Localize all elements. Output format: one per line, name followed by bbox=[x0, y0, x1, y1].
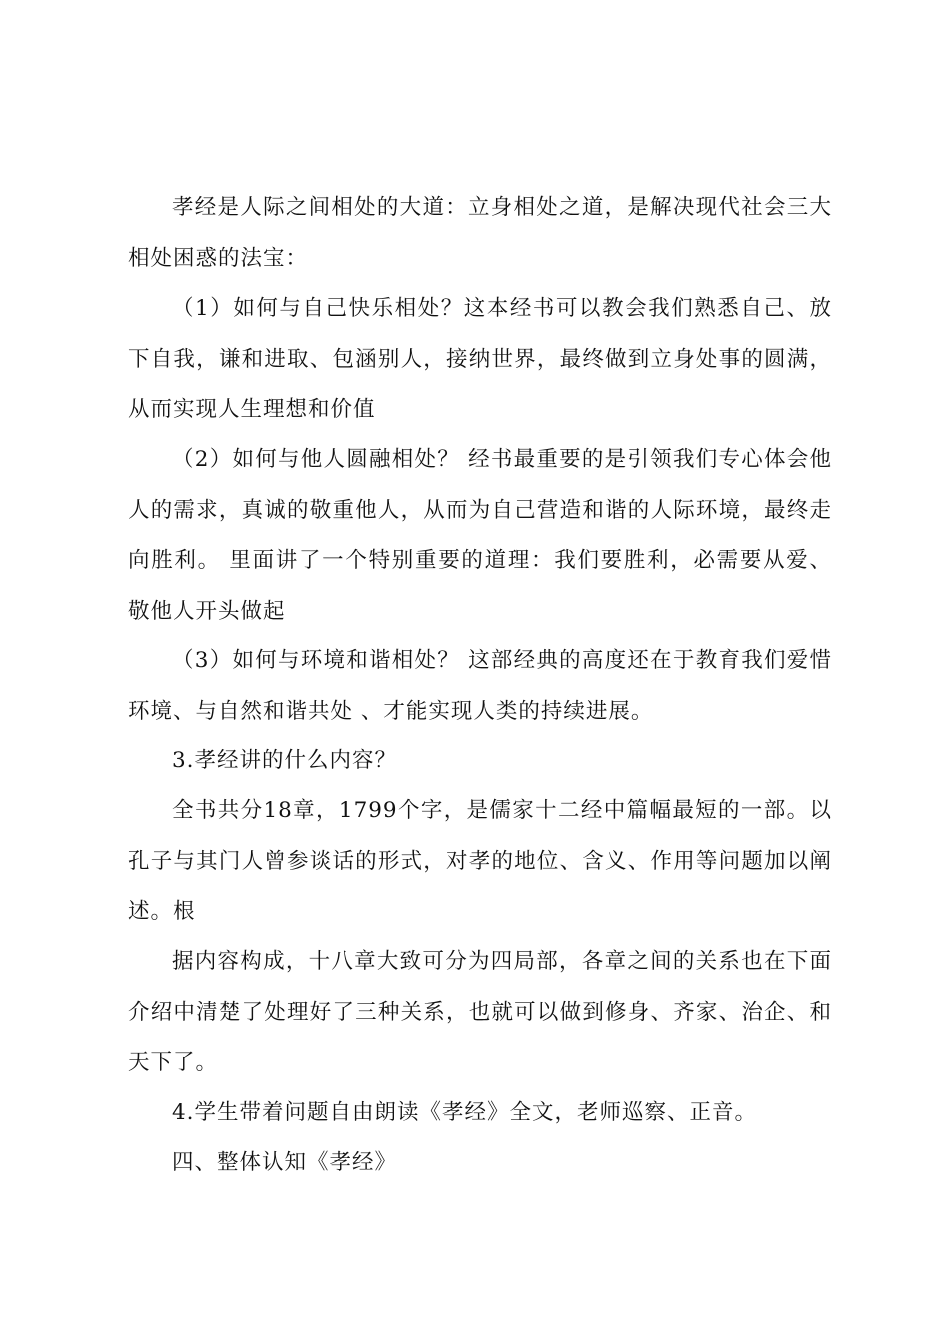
paragraph-point-2: （2）如何与他人圆融相处？ 经书最重要的是引领我们专心体会他人的需求，真诚的敬重他人，从而为自己营造和谐的人际环境，最终走向胜利。 里面讲了一个特别重要的道理：我们要胜利，必需要从爱、敬他人开头做起 bbox=[128, 447, 832, 624]
section-heading: 四、整体认知《孝经》 bbox=[172, 1150, 398, 1175]
paragraph-point-1: （1）如何与自己快乐相处？这本经书可以教会我们熟悉自己、放下自我，谦和进取、包涵别人，接纳世界，最终做到立身处事的圆满，从而实现人生理想和价值 bbox=[128, 296, 832, 422]
heading-item-4: 4.学生带着问题自由朗读《孝经》全文，老师巡察、正音。 bbox=[172, 1100, 758, 1125]
paragraph-content-summary: 全书共分18章，1799个字，是儒家十二经中篇幅最短的一部。以孔子与其门人曾参谈话的形式，对孝的地位、含义、作用等问题加以阐述。根 bbox=[128, 798, 832, 924]
paragraph-intro: 孝经是人际之间相处的大道：立身相处之道，是解决现代社会三大相处困惑的法宝： bbox=[128, 195, 832, 271]
heading-item-3: 3.孝经讲的什么内容？ bbox=[172, 748, 398, 773]
paragraph-structure: 据内容构成，十八章大致可分为四局部，各章之间的关系也在下面介绍中清楚了处理好了三种关系，也就可以做到修身、齐家、治企、和天下了。 bbox=[128, 949, 832, 1075]
paragraph-point-3: （3）如何与环境和谐相处？ 这部经典的高度还在于教育我们爱惜环境、与自然和谐共处 、才能实现人类的持续进展。 bbox=[128, 648, 832, 724]
